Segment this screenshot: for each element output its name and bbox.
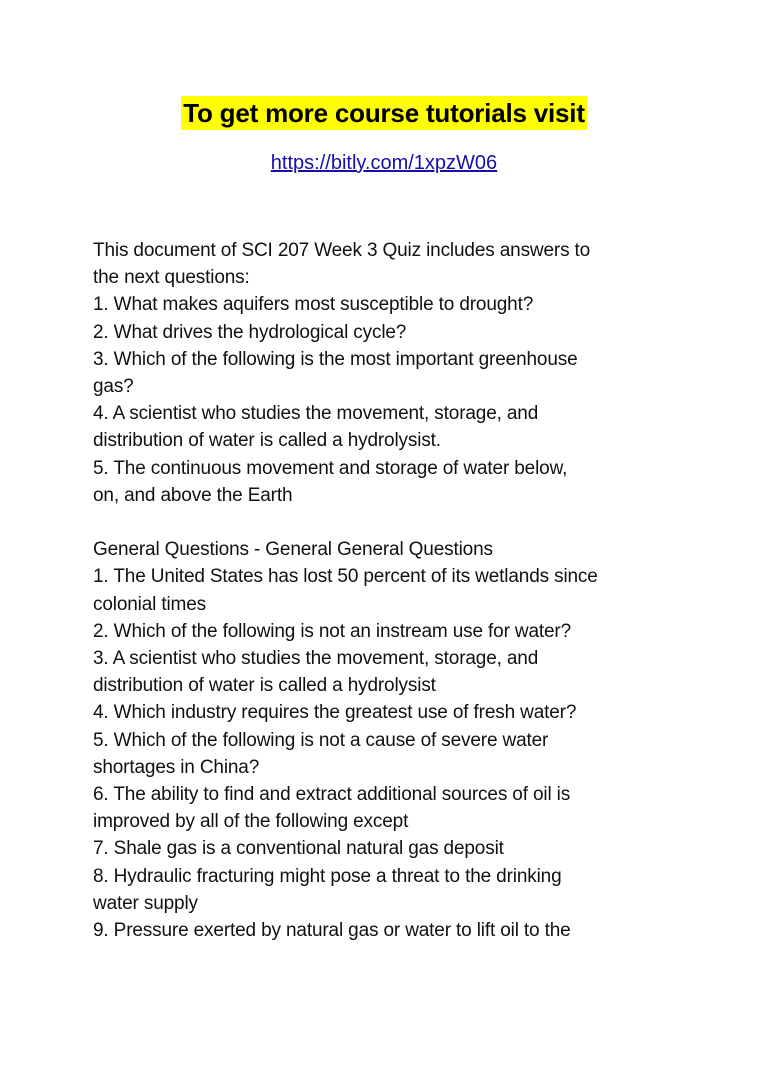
general-question-7: 7. Shale gas is a conventional natural gas deposit xyxy=(93,838,504,860)
course-link[interactable]: https://bitly.com/1xpzW06 xyxy=(270,152,498,174)
intro-question-5: 5. The continuous movement and storage of water below, xyxy=(93,457,568,479)
general-question-4: 4. Which industry requires the greatest use of fresh water? xyxy=(93,702,577,724)
general-question-2: 2. Which of the following is not an instream use for water? xyxy=(93,620,571,642)
intro-question-1: 1. What makes aquifers most susceptible to drought? xyxy=(93,294,534,316)
intro-question-2: 2. What drives the hydrological cycle? xyxy=(93,321,407,343)
general-question-3-cont: distribution of water is called a hydrolysist xyxy=(93,675,436,697)
intro-question-4-cont: distribution of water is called a hydrolysist. xyxy=(93,430,441,452)
general-question-5-cont: shortages in China? xyxy=(93,756,260,778)
general-question-8: 8. Hydraulic fracturing might pose a threat to the drinking xyxy=(93,865,562,887)
intro-line: the next questions: xyxy=(93,267,250,289)
section-spacer xyxy=(93,509,683,536)
general-heading: General Questions - General General Questions xyxy=(93,539,493,561)
general-question-9: 9. Pressure exerted by natural gas or water to lift oil to the xyxy=(93,920,571,942)
link-container xyxy=(0,150,768,176)
general-question-1-cont: colonial times xyxy=(93,593,207,615)
intro-question-5-cont: on, and above the Earth xyxy=(93,484,293,506)
general-section xyxy=(93,536,683,944)
general-question-5: 5. Which of the following is not a cause of severe water xyxy=(93,729,549,751)
intro-question-3-cont: gas? xyxy=(93,376,134,398)
document-body xyxy=(93,237,683,944)
intro-line: This document of SCI 207 Week 3 Quiz includes answers to xyxy=(93,240,591,261)
general-question-8-cont: water supply xyxy=(93,892,198,914)
general-question-6-cont: improved by all of the following except xyxy=(93,811,409,833)
general-question-1: 1. The United States has lost 50 percent of its wetlands since xyxy=(93,566,598,588)
title-container xyxy=(0,96,768,130)
page-title: To get more course tutorials visit xyxy=(183,98,585,128)
intro-question-4: 4. A scientist who studies the movement, storage, and xyxy=(93,403,539,425)
intro-question-3: 3. Which of the following is the most important greenhouse xyxy=(93,348,578,370)
intro-section xyxy=(93,237,683,509)
general-question-6: 6. The ability to find and extract additional sources of oil is xyxy=(93,784,571,806)
general-question-3: 3. A scientist who studies the movement, storage, and xyxy=(93,648,539,670)
